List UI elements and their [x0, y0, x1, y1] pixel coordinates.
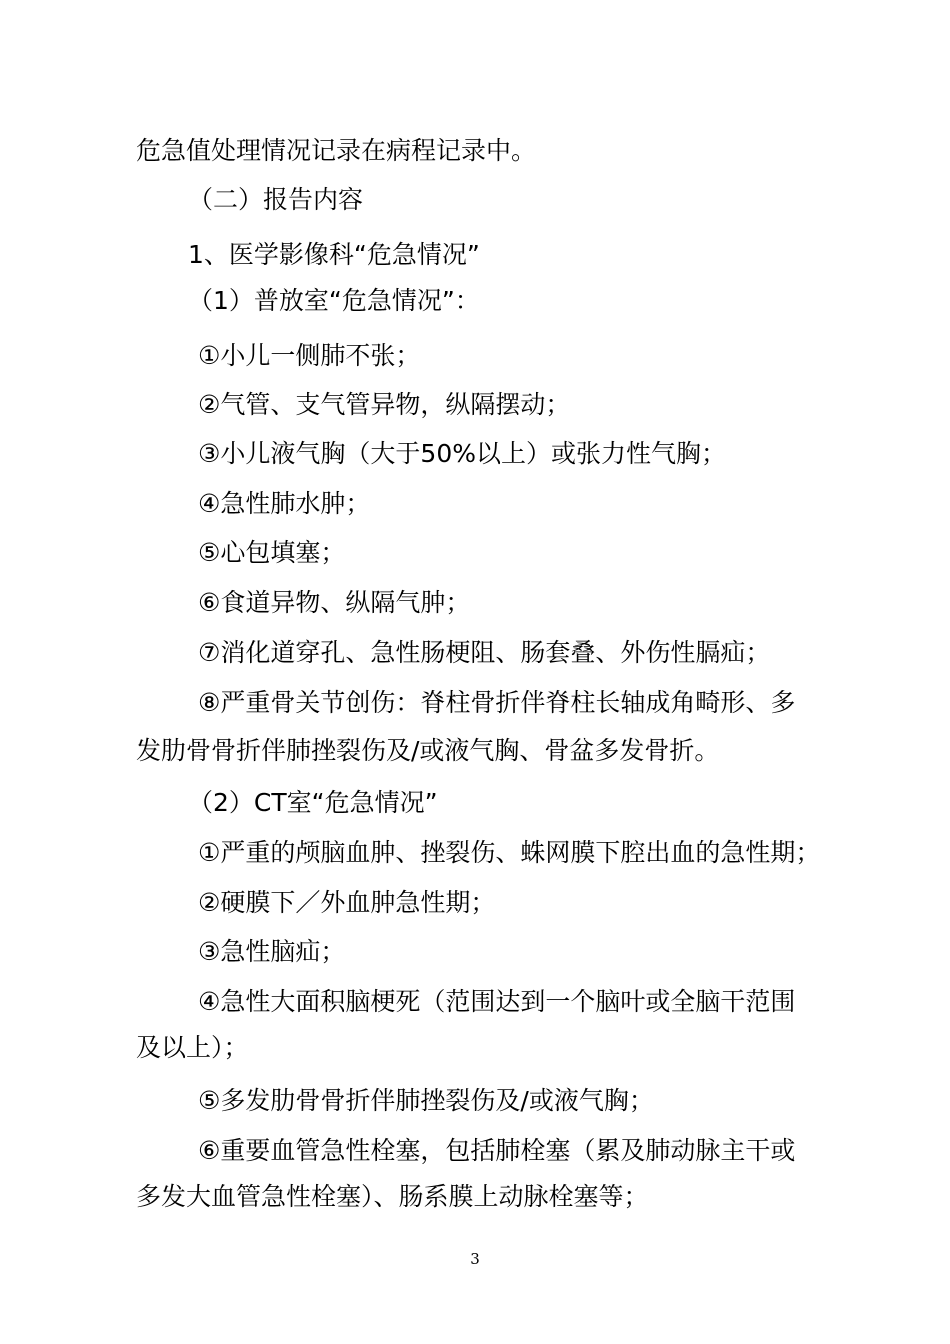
list-item: ⑦消化道穿孔、急性肠梗阻、肠套叠、外伤性膈疝； — [198, 638, 771, 667]
section-heading: （二）报告内容 — [188, 185, 364, 214]
list-item-continuation: 多发大血管急性栓塞）、肠系膜上动脉栓塞等； — [136, 1182, 649, 1211]
list-item: ⑥食道异物、纵隔气肿； — [198, 588, 471, 617]
list-item-continuation: 及以上）； — [136, 1033, 249, 1062]
list-item: ④急性大面积脑梗死（范围达到一个脑叶或全脑干范围 — [198, 987, 796, 1016]
page-number: 3 — [470, 1250, 480, 1268]
list-item: ①严重的颅脑血肿、挫裂伤、蛛网膜下腔出血的急性期； — [198, 838, 821, 867]
list-item: ⑤心包填塞； — [198, 538, 346, 567]
list-item: ①小儿一侧肺不张； — [198, 341, 421, 370]
list-item: ⑤多发肋骨骨折伴肺挫裂伤及/或液气胸； — [198, 1086, 654, 1115]
list-item-continuation: 发肋骨骨折伴肺挫裂伤及/或液气胸、骨盆多发骨折。 — [136, 736, 720, 765]
list-item: ④急性肺水肿； — [198, 489, 371, 518]
list-item: ⑥重要血管急性栓塞，包括肺栓塞（累及肺动脉主干或 — [198, 1136, 796, 1165]
paragraph-line: 危急值处理情况记录在病程记录中。 — [136, 136, 537, 165]
list-item: ②硬膜下／外血肿急性期； — [198, 888, 496, 917]
subsection-heading: （1）普放室“危急情况”： — [188, 286, 480, 315]
list-item: ③小儿液气胸（大于50%以上）或张力性气胸； — [198, 439, 726, 468]
list-item: ⑧严重骨关节创伤：脊柱骨折伴脊柱长轴成角畸形、多 — [198, 688, 796, 717]
subsection-heading: （2）CT室“危急情况” — [188, 788, 438, 817]
list-item: ③急性脑疝； — [198, 937, 346, 966]
subsection-heading: 1、医学影像科“危急情况” — [188, 240, 480, 269]
list-item: ②气管、支气管异物，纵隔摆动； — [198, 390, 571, 419]
